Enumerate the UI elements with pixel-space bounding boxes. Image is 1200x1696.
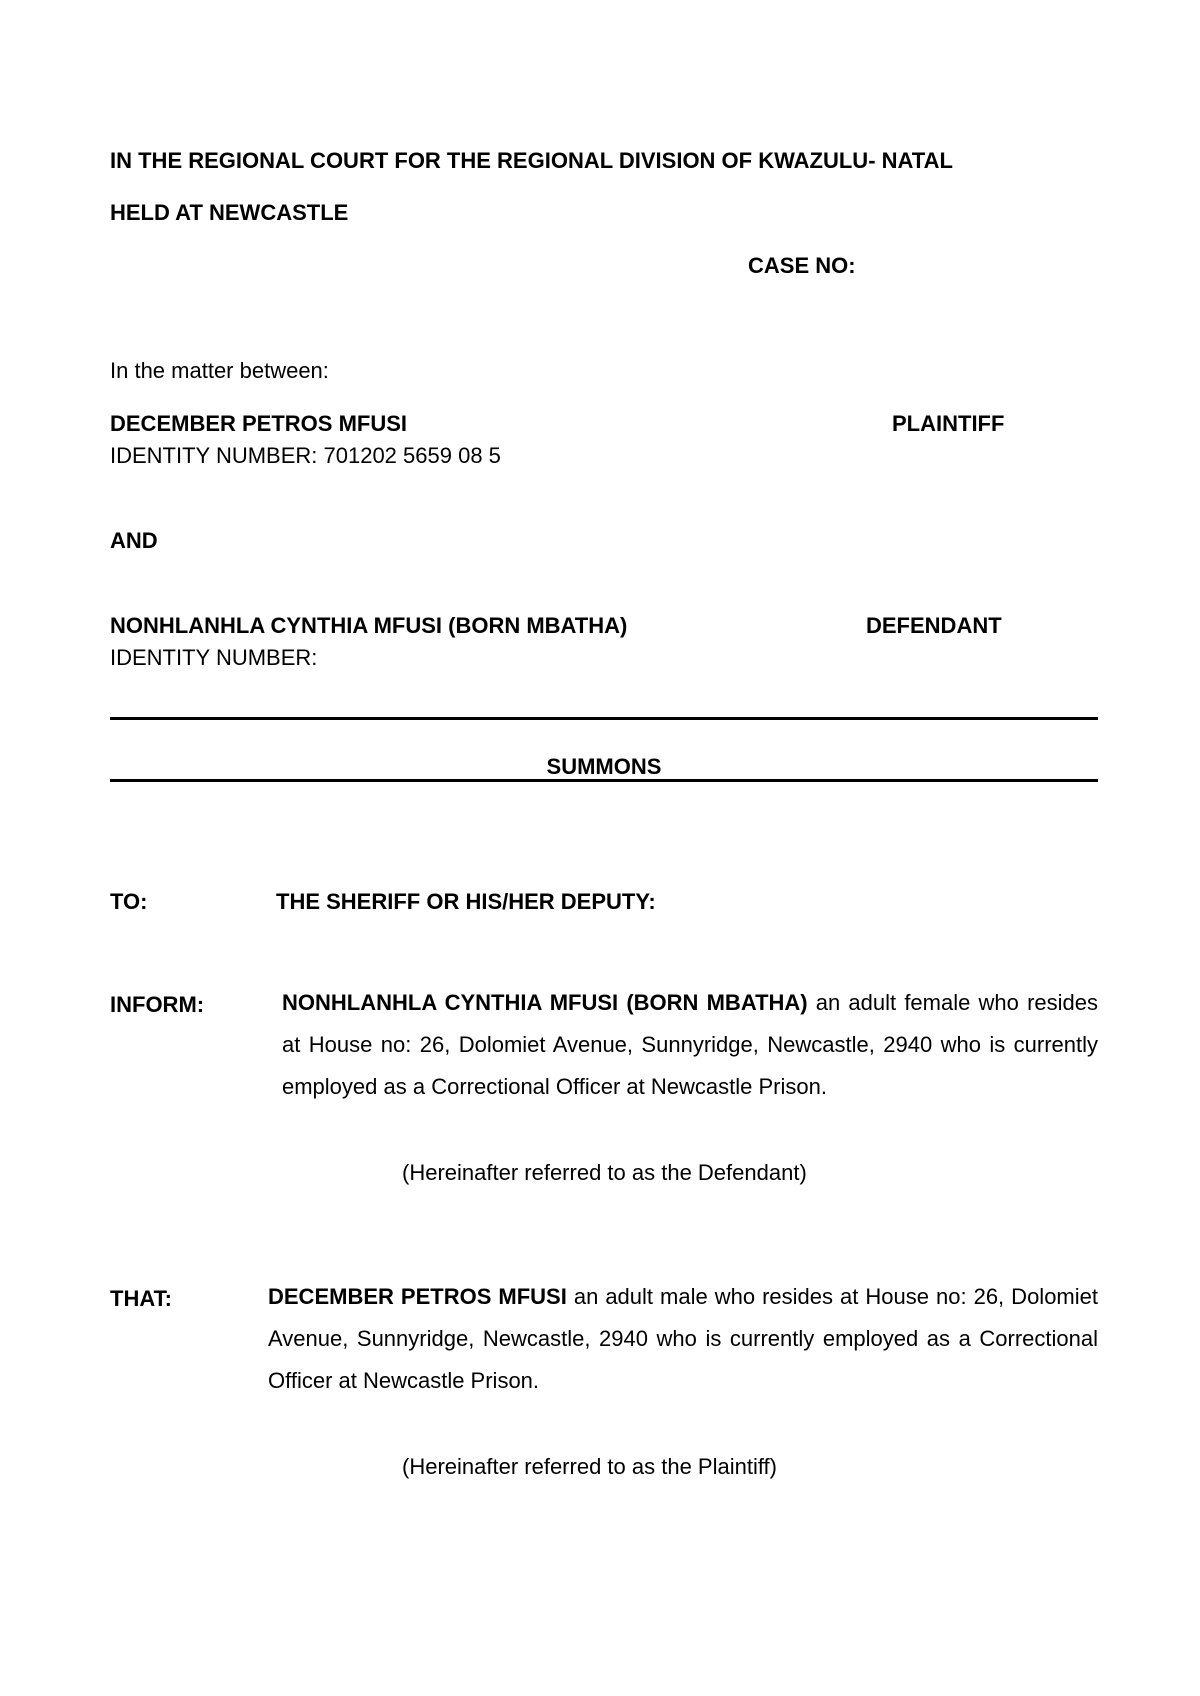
inform-name: NONHLANHLA CYNTHIA MFUSI (BORN MBATHA) (282, 990, 808, 1015)
defendant-role: DEFENDANT (866, 613, 1002, 638)
to-label: TO: (110, 889, 148, 914)
inform-referred: (Hereinafter referred to as the Defendant) (402, 1160, 807, 1185)
plaintiff-identity: IDENTITY NUMBER: 701202 5659 08 5 (110, 443, 501, 468)
that-name: DECEMBER PETROS MFUSI (268, 1284, 567, 1309)
to-value: THE SHERIFF OR HIS/HER DEPUTY: (276, 889, 656, 914)
title-rule-top (110, 717, 1098, 720)
held-at: HELD AT NEWCASTLE (110, 200, 349, 225)
and-conjunction: AND (110, 528, 158, 553)
inform-text: an adult female who resides at House no: 26, Dolomiet Avenue, Sunnyridge, Newcastle, 2940 who is currently employed as a Correctional Officer at Newcastle Prison. (282, 990, 1098, 1099)
case-no-label: CASE NO: (748, 253, 856, 278)
inform-label: INFORM: (110, 992, 205, 1017)
matter-intro: In the matter between: (110, 358, 329, 383)
court-title: IN THE REGIONAL COURT FOR THE REGIONAL DIVISION OF KWAZULU- NATAL (110, 148, 953, 173)
defendant-name: NONHLANHLA CYNTHIA MFUSI (BORN MBATHA) (110, 613, 628, 638)
document-title: SUMMONS (546, 754, 662, 779)
plaintiff-role: PLAINTIFF (892, 411, 1005, 436)
plaintiff-name: DECEMBER PETROS MFUSI (110, 411, 408, 436)
defendant-identity: IDENTITY NUMBER: (110, 645, 318, 670)
that-referred: (Hereinafter referred to as the Plaintiff) (402, 1454, 777, 1479)
inform-paragraph (282, 982, 1098, 1108)
that-paragraph (268, 1276, 1098, 1402)
that-label: THAT: (110, 1286, 172, 1311)
that-text: an adult male who resides at House no: 26, Dolomiet Avenue, Sunnyridge, Newcastle, 2940 who is currently employed as a Correctional Officer at Newcastle Prison. (268, 1284, 1098, 1393)
title-rule-bottom (110, 779, 1098, 782)
